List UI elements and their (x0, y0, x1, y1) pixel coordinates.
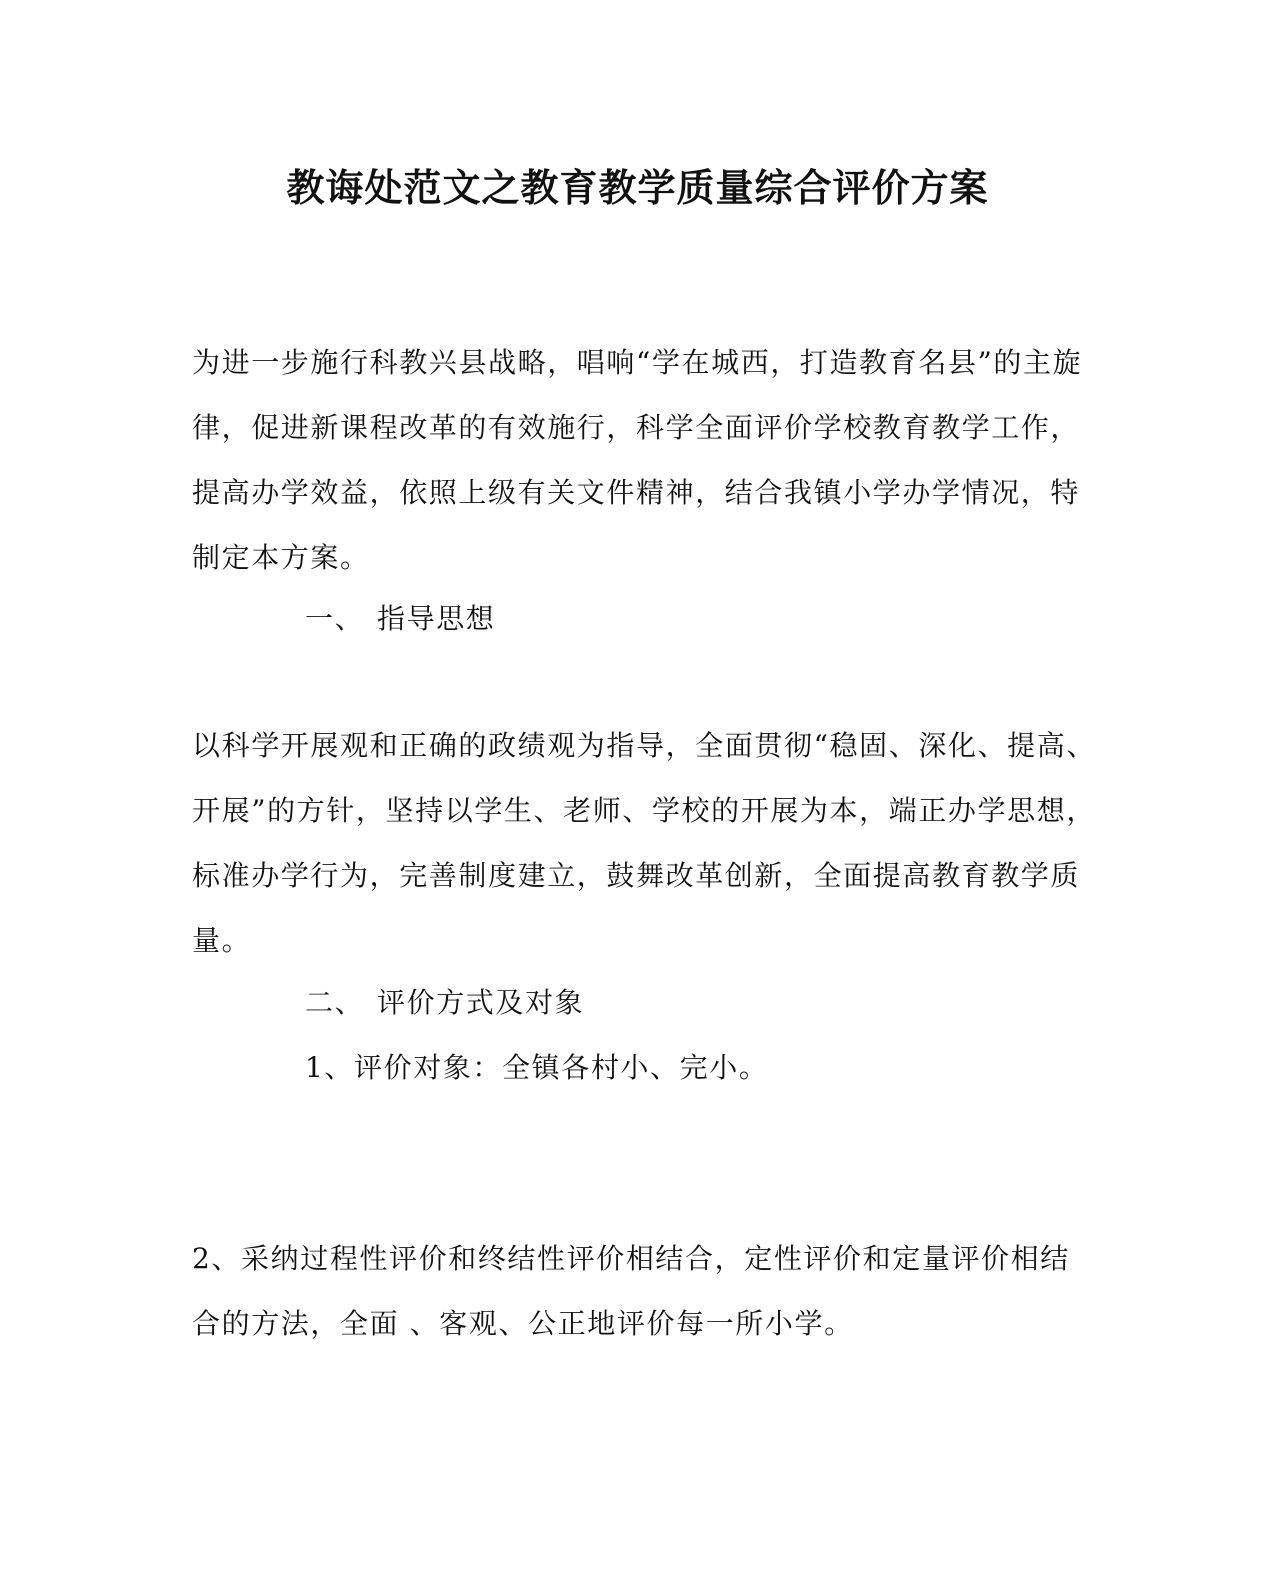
section-title: 指导思想 (377, 602, 496, 635)
section-heading-evaluation-method (305, 983, 584, 1023)
intro-line: 提高办学效益，依照上级有关文件精神，结合我镇小学办学情况，特 (192, 476, 1081, 509)
paragraph-line: 2、采纳过程性评价和终结性评价相结合，定性评价和定量评价相结 (192, 1242, 1070, 1275)
paragraph-line: 开展”的方针，坚持以学生、老师、学校的开展为本，端正办学思想， (192, 794, 1096, 827)
intro-line: 律，促进新课程改革的有效施行，科学全面评价学校教育教学工作， (192, 411, 1081, 444)
evaluation-method-paragraph (192, 1226, 1072, 1356)
intro-line: 为进一步施行科教兴县战略，唱响“学在城西，打造教育名县”的主旋 (192, 346, 1083, 379)
intro-line: 制定本方案。 (192, 541, 370, 574)
section-number: 一、 (305, 602, 365, 635)
paragraph-line: 合的方法，全面 、客观、公正地评价每一所小学。 (192, 1307, 854, 1340)
paragraph-line: 以科学开展观和正确的政绩观为指导，全面贯彻“稳固、深化、提高、 (192, 729, 1096, 762)
guiding-ideology-paragraph (192, 713, 1096, 973)
intro-paragraph (192, 330, 1083, 590)
section-heading-guiding-ideology (305, 599, 495, 639)
document-title: 教诲处范文之教育教学质量综合评价方案 (286, 165, 989, 210)
paragraph-line: 标准办学行为，完善制度建立，鼓舞改革创新，全面提高教育教学质 (192, 859, 1081, 892)
section-number: 二、 (305, 986, 365, 1019)
evaluation-target-item: 1、评价对象：全镇各村小、完小。 (305, 1051, 769, 1084)
paragraph-line: 量。 (192, 924, 252, 957)
section-title: 评价方式及对象 (377, 986, 585, 1019)
